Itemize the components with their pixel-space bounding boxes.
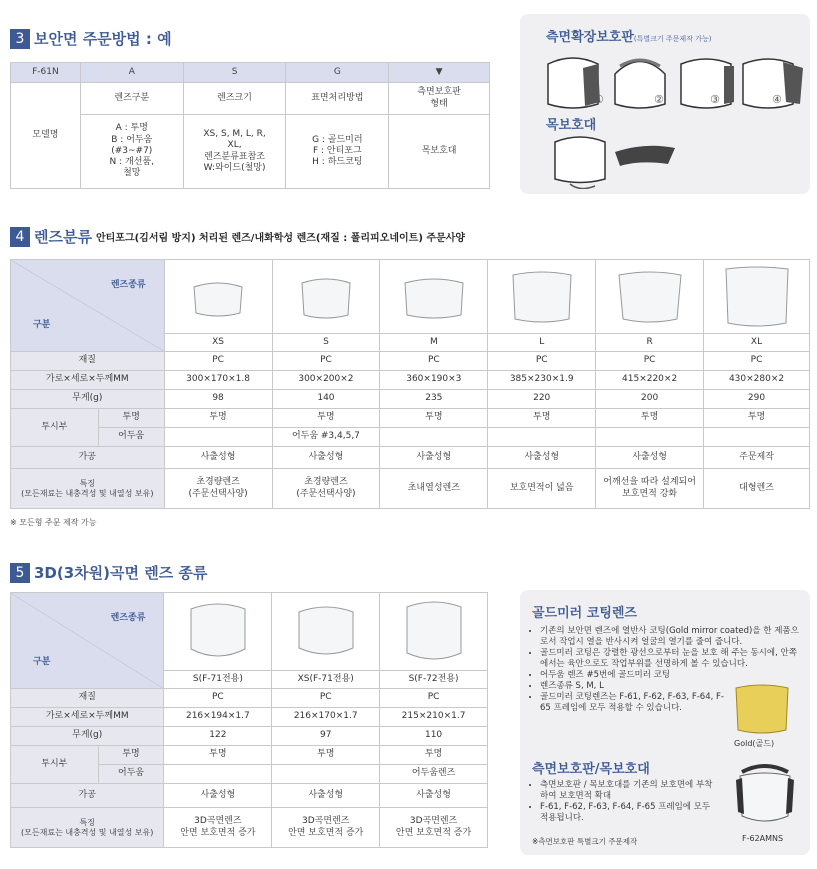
dimension-m: 360×190×3 <box>380 371 488 390</box>
3d-weight-label: 무게(g) <box>11 727 164 746</box>
lens-image-m <box>380 260 488 334</box>
side-protector-1-icon <box>548 58 600 108</box>
weight-r: 200 <box>596 390 704 409</box>
sec5-number: 5 <box>10 563 30 583</box>
sec5-title: 3D(3차원)곡면 렌즈 종류 <box>34 564 208 582</box>
3d-lens-table <box>10 592 488 848</box>
3d-corner-top: 렌즈종류 <box>110 613 146 623</box>
dark-l <box>488 428 596 447</box>
side-num-4: ④ <box>772 93 782 106</box>
clear-r: 투명 <box>596 409 704 428</box>
size-r: R <box>596 334 704 352</box>
gold-bullet-2: • 골드미러 코팅은 강렬한 광선으로부터 눈을 보호 해 주는 동시에, 안쪽에서는 육안으로도 작업부위를 선명하게 볼 수 있습니다. <box>540 648 802 670</box>
3d-type-1: S(F-71전용) <box>164 671 272 689</box>
sub-header-lens-type: 렌즈구분 <box>80 83 183 115</box>
3d-corner-bottom: 구분 <box>33 656 51 667</box>
feature-l: 보호면적이 넓음 <box>488 469 596 509</box>
sec4-number: 4 <box>10 227 30 247</box>
process-label: 가공 <box>11 447 165 469</box>
lens-image-xl <box>704 260 810 334</box>
3d-transp-label: 투시부 <box>11 746 99 784</box>
dark-s: 어두움 #3,4,5,7 <box>272 428 380 447</box>
header-s: S <box>183 63 286 83</box>
3d-material-1: PC <box>164 689 272 708</box>
size-m: M <box>380 334 488 352</box>
sub-header-side: 측면보호판 형태 <box>389 83 490 115</box>
clear-l: 투명 <box>488 409 596 428</box>
row-dimension-label: 가로×세로×두께MM <box>11 371 165 390</box>
process-m: 사출성형 <box>380 447 488 469</box>
material-xl: PC <box>704 352 810 371</box>
weight-xs: 98 <box>164 390 272 409</box>
gold-mirror-title: 골드미러 코팅렌즈 <box>532 606 637 621</box>
side-num-1: ① <box>594 93 604 106</box>
3d-dimension-3: 215×210×1.7 <box>380 708 488 727</box>
lens-corner-cell <box>11 260 165 352</box>
header-a: A <box>80 63 183 83</box>
3d-type-3: S(F-72전용) <box>380 671 488 689</box>
size-xs: XS <box>164 334 272 352</box>
side-bullet-2: • F-61, F-62, F-63, F-64, F-65 프레임에 모두 적용됩니다. <box>540 802 720 824</box>
sub-header-lens-size: 렌즈크기 <box>183 83 286 115</box>
lens-corner-bottom: 구분 <box>33 319 51 330</box>
process-r: 사출성형 <box>596 447 704 469</box>
dimension-l: 385×230×1.9 <box>488 371 596 390</box>
sec5-heading <box>10 562 207 583</box>
material-s: PC <box>272 352 380 371</box>
weight-xl: 290 <box>704 390 810 409</box>
feature-xs: 초경량렌즈 (주문선택사양) <box>164 469 272 509</box>
material-xs: PC <box>164 352 272 371</box>
3d-type-2: XS(F-71전용) <box>272 671 380 689</box>
transp-dark-label: 어두움 <box>98 428 164 447</box>
weight-s: 140 <box>272 390 380 409</box>
neck-protector-icon <box>550 134 690 189</box>
3d-weight-1: 122 <box>164 727 272 746</box>
gold-bullet-1: • 기존의 보안면 렌즈에 열반사 코팅(Gold mirror coated)을 한 제품으로서 작업시 열을 반사시켜 얼굴의 열기를 줄여 줍니다. <box>540 626 802 648</box>
side-bullet-1: • 측면보호판 / 목보호대를 기존의 보호면에 부착하여 보호면적 확대 <box>540 780 720 802</box>
3d-lens-2-icon <box>291 604 361 660</box>
feature-xl: 대형렌즈 <box>704 469 810 509</box>
3d-material-3: PC <box>380 689 488 708</box>
feature-m: 초내열성렌즈 <box>380 469 488 509</box>
lens-r-icon <box>615 269 685 325</box>
sub-header-surface: 표면처리방법 <box>286 83 389 115</box>
3d-transp-clear-label: 투명 <box>98 746 164 765</box>
gold-caption: Gold(골드) <box>734 739 775 748</box>
sec4-subtitle: 안티포그(김서림 방지) 처리된 렌즈/내화학성 렌즈(재질 : 폴리피오네이트) 주문사양 <box>95 233 466 244</box>
weight-l: 220 <box>488 390 596 409</box>
side-neck-note: ※측면보호판 특별크기 주문제작 <box>532 837 638 846</box>
3d-weight-3: 110 <box>380 727 488 746</box>
feature-r: 어깨선을 따라 설계되어 보호면적 강화 <box>596 469 704 509</box>
3d-feature-3: 3D곡면렌즈 안면 보호면적 증가 <box>380 808 488 848</box>
gold-lens-icon <box>732 682 792 736</box>
3d-feature-label: 특징 (모든재료는 내충격성 및 내열성 보유) <box>11 808 164 848</box>
material-l: PC <box>488 352 596 371</box>
3d-transp-dark-label: 어두움 <box>98 765 164 784</box>
side-num-3: ③ <box>710 93 720 106</box>
3d-lens-1-icon <box>183 601 253 663</box>
weight-m: 235 <box>380 390 488 409</box>
3d-clear-2: 투명 <box>272 746 380 765</box>
dimension-s: 300×200×2 <box>272 371 380 390</box>
header-model: F-61N <box>11 63 81 83</box>
dark-xl <box>704 428 810 447</box>
side-protector-images <box>538 54 808 116</box>
gold-bullet-4: • 렌즈종류 S, M, L <box>540 681 802 692</box>
3d-weight-2: 97 <box>272 727 380 746</box>
3d-process-2: 사출성형 <box>272 784 380 808</box>
3d-image-1 <box>164 593 272 671</box>
transp-label: 투시부 <box>11 409 99 447</box>
dimension-xs: 300×170×1.8 <box>164 371 272 390</box>
sec3-heading <box>10 28 172 49</box>
gold-mirror-box <box>520 590 810 855</box>
sec3-number: 3 <box>10 29 30 49</box>
order-method-table <box>10 62 490 189</box>
neck-protector-title: 목보호대 <box>546 118 597 133</box>
3d-process-1: 사출성형 <box>164 784 272 808</box>
3d-image-3 <box>380 593 488 671</box>
transp-clear-label: 투명 <box>98 409 164 428</box>
header-g: G <box>286 63 389 83</box>
dimension-xl: 430×280×2 <box>704 371 810 390</box>
dimension-r: 415×220×2 <box>596 371 704 390</box>
side-protector-3-icon <box>681 59 734 108</box>
clear-xs: 투명 <box>164 409 272 428</box>
3d-feature-1: 3D곡면렌즈 안면 보호면적 증가 <box>164 808 272 848</box>
row-weight-label: 무게(g) <box>11 390 165 409</box>
3d-dark-2 <box>272 765 380 784</box>
side-num-2: ② <box>654 93 664 106</box>
process-l: 사출성형 <box>488 447 596 469</box>
feature-s: 초경량렌즈 (주문선택사양) <box>272 469 380 509</box>
dark-r <box>596 428 704 447</box>
process-xs: 사출성형 <box>164 447 272 469</box>
value-lens-size: XS, S, M, L, R, XL, 렌즈분류표참조 W:와이드(철망) <box>183 115 286 189</box>
3d-dimension-1: 216×194×1.7 <box>164 708 272 727</box>
sec4-heading <box>10 226 465 247</box>
3d-dimension-2: 216×170×1.7 <box>272 708 380 727</box>
3d-clear-3: 투명 <box>380 746 488 765</box>
lens-image-r <box>596 260 704 334</box>
lens-xl-icon <box>722 265 792 329</box>
side-protector-note: (특별크기 주문제작 가능) <box>633 35 712 43</box>
feature-label: 특징 (모든재료는 내충격성 및 내열성 보유) <box>11 469 165 509</box>
3d-lens-3-icon <box>399 599 469 665</box>
lens-classification-table <box>10 259 810 509</box>
value-side: 목보호대 <box>389 115 490 189</box>
sec4-title: 렌즈분류 <box>34 228 92 246</box>
header-arrow: ▼ <box>389 63 490 83</box>
size-s: S <box>272 334 380 352</box>
dark-xs <box>164 428 272 447</box>
3d-clear-1: 투명 <box>164 746 272 765</box>
gold-bullet-3: • 어두움 렌즈 #5번에 골드미러 코팅 <box>540 670 802 681</box>
helmet-icon <box>732 758 798 830</box>
sec3-title: 보안면 주문방법 : 예 <box>34 30 172 48</box>
3d-corner-cell <box>11 593 164 689</box>
sec4-note: ※ 모든형 주문 제작 가능 <box>10 518 97 527</box>
lens-m-icon <box>401 273 467 321</box>
3d-image-2 <box>272 593 380 671</box>
material-m: PC <box>380 352 488 371</box>
3d-material-2: PC <box>272 689 380 708</box>
lens-image-s <box>272 260 380 334</box>
process-xl: 주문제작 <box>704 447 810 469</box>
row-material-label: 재질 <box>11 352 165 371</box>
gold-bullet-5: • 골드미러 코팅렌즈는 F-61, F-62, F-63, F-64, F-65 프레임에 모두 적용할 수 있습니다. <box>540 692 725 714</box>
lens-s-icon <box>296 273 356 321</box>
side-neck-bullets <box>540 780 720 824</box>
helmet-caption: F-62AMNS <box>742 834 784 843</box>
process-s: 사출성형 <box>272 447 380 469</box>
size-l: L <box>488 334 596 352</box>
size-xl: XL <box>704 334 810 352</box>
3d-process-label: 가공 <box>11 784 164 808</box>
value-surface: G : 골드미러 F : 안티포그 H : 하드코팅 <box>286 115 389 189</box>
lens-image-xs <box>164 260 272 334</box>
side-neck-title: 측면보호판/목보호대 <box>532 762 650 777</box>
lens-image-l <box>488 260 596 334</box>
3d-dimension-label: 가로×세로×두께MM <box>11 708 164 727</box>
material-r: PC <box>596 352 704 371</box>
clear-s: 투명 <box>272 409 380 428</box>
value-lens-type: A : 투명 B : 어두움 (#3~#7) N : 개선품, 철망 <box>80 115 183 189</box>
clear-m: 투명 <box>380 409 488 428</box>
clear-xl: 투명 <box>704 409 810 428</box>
lens-corner-top: 렌즈종류 <box>110 280 146 290</box>
side-protector-box <box>520 14 810 194</box>
dark-m <box>380 428 488 447</box>
3d-material-label: 재질 <box>11 689 164 708</box>
3d-feature-2: 3D곡면렌즈 안면 보호면적 증가 <box>272 808 380 848</box>
side-protector-title: 측면확장보호판 <box>546 30 634 45</box>
model-label: 모델명 <box>11 83 81 189</box>
lens-l-icon <box>509 269 575 325</box>
3d-dark-3: 어두움렌즈 <box>380 765 488 784</box>
lens-xs-icon <box>188 275 248 319</box>
3d-process-3: 사출성형 <box>380 784 488 808</box>
3d-dark-1 <box>164 765 272 784</box>
